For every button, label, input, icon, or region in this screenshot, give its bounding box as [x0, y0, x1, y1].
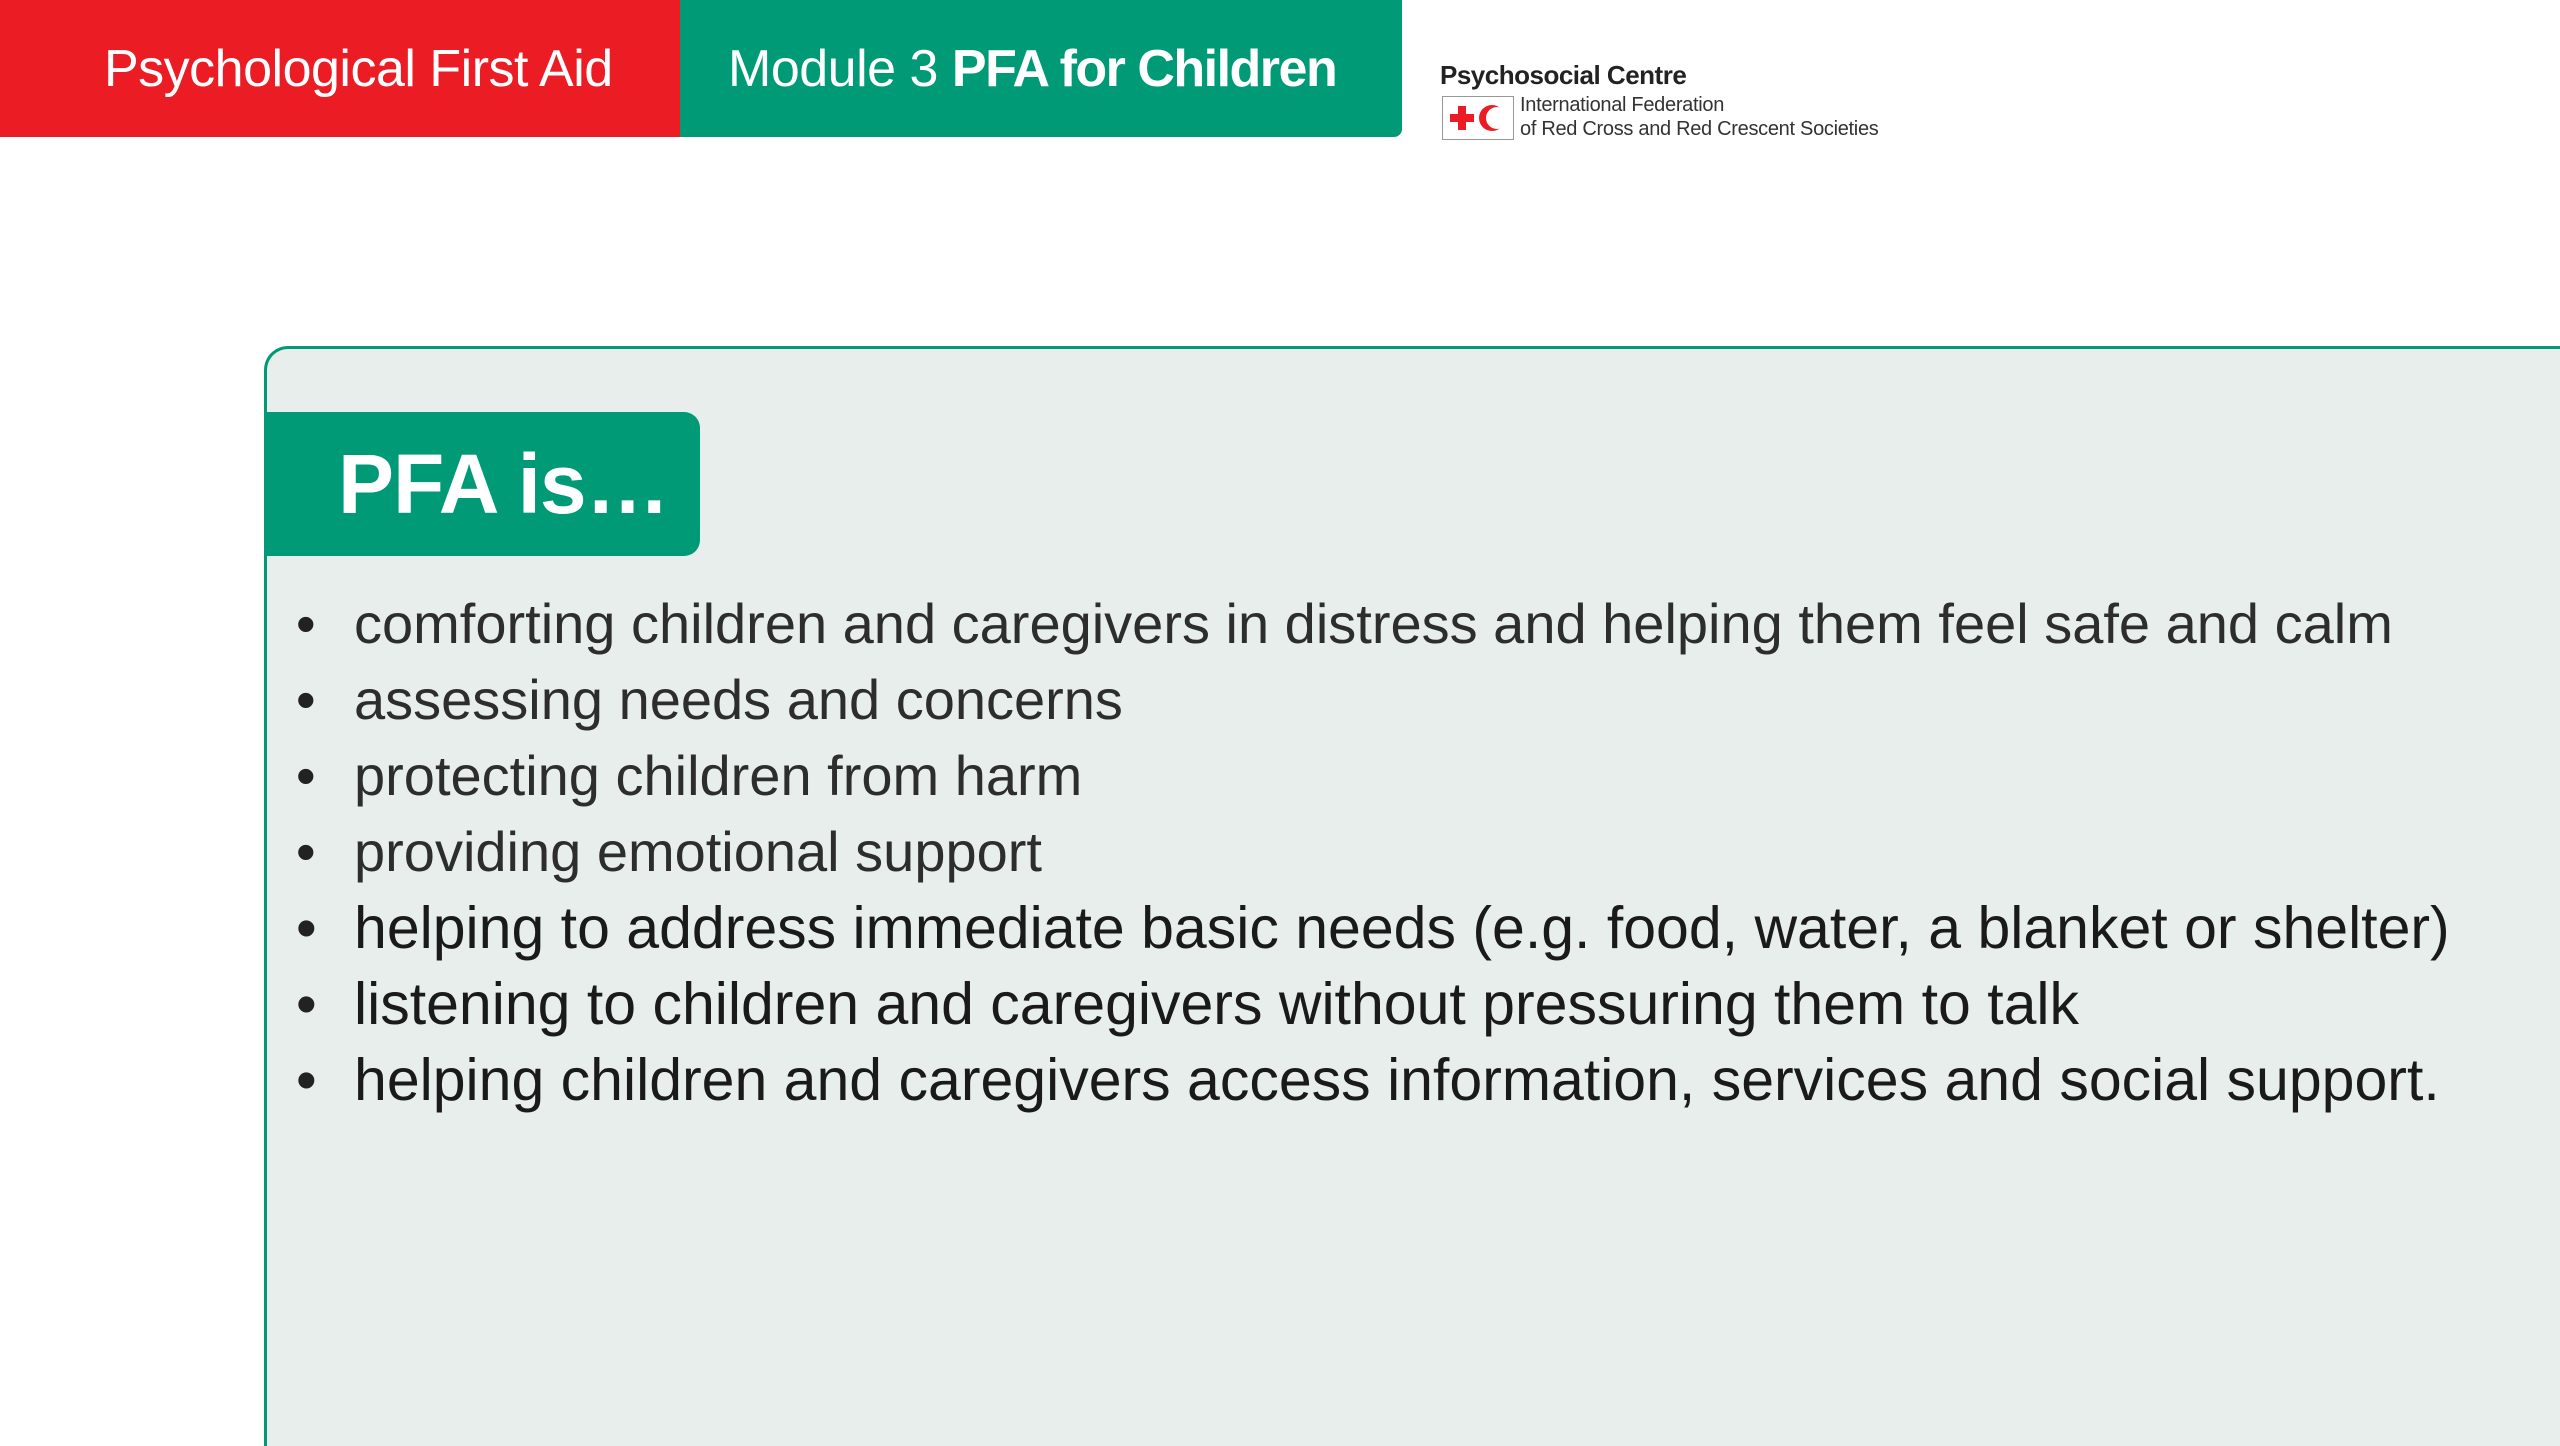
- list-item: • comforting children and caregivers in distress and helping them feel safe and calm: [296, 586, 2544, 662]
- course-title: Psychological First Aid: [104, 39, 613, 98]
- list-item: • helping to address immediate basic needs (e.g. food, water, a blanket or shelter): [296, 890, 2474, 966]
- course-title-tab: [0, 0, 680, 137]
- list-item: • listening to children and caregivers without pressuring them to talk: [296, 966, 2536, 1042]
- logo-title: Psychosocial Centre: [1440, 60, 1687, 90]
- logo-line-2: of Red Cross and Red Crescent Societies: [1520, 118, 1879, 140]
- red-cross-red-crescent-emblem-icon: [1442, 96, 1514, 140]
- module-tab: [680, 0, 1402, 137]
- list-item: • helping children and caregivers access information, services and social support.: [296, 1042, 2474, 1118]
- list-item: • assessing needs and concerns: [296, 662, 2536, 738]
- section-label: PFA is…: [266, 412, 700, 556]
- list-item: • protecting children from harm: [296, 738, 2536, 814]
- list-item: • providing emotional support: [296, 814, 2536, 890]
- module-label: Module 3: [728, 39, 938, 98]
- module-title: PFA for Children: [951, 39, 1337, 98]
- psychosocial-centre-logo: [1440, 60, 1910, 150]
- pfa-bullet-list: [296, 586, 2536, 1118]
- logo-line-1: International Federation: [1520, 94, 1725, 116]
